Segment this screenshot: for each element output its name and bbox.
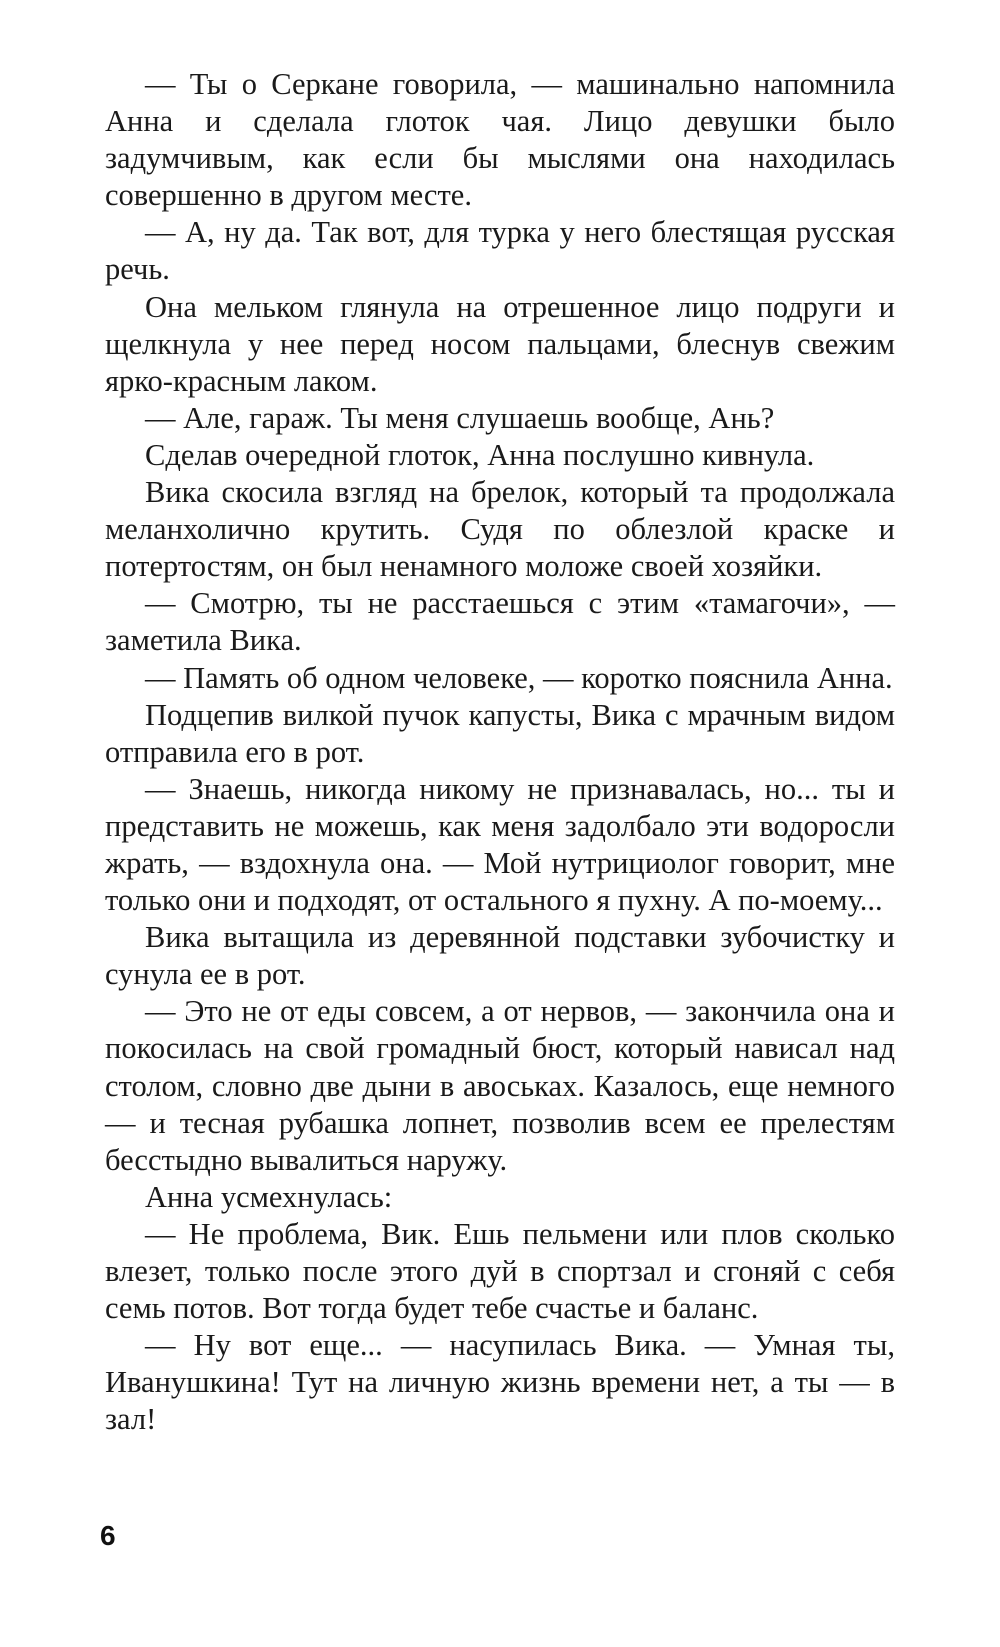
paragraph: — Але, гараж. Ты меня слушаешь вообще, Ань? (145, 400, 775, 435)
paragraph: — Память об одном человеке, — коротко пояснила Анна. (145, 660, 893, 695)
paragraph: — Не проблема, Вик. Ешь пельмени или плов сколько влезет, только после этого дуй в спортзал и сгоняй с себя семь потов. Вот тогда будет тебе счастье и баланс. (105, 1216, 895, 1326)
paragraph: Вика скосила взгляд на брелок, который та продолжала меланхолично крутить. Судя по облезлой краске и потертостям, он был ненамного моложе своей хозяйки. (105, 475, 895, 584)
paragraph: Подцепив вилкой пучок капусты, Вика с мрачным видом отправила его в рот. (105, 697, 895, 769)
page-number: 6 (100, 1520, 116, 1551)
paragraph: — Ты о Серкане говорила, — машинально напомнила Анна и сделала глоток чая. Лицо девушки было задумчивым, как если бы мыслями она находилась совершенно в другом месте. (105, 67, 895, 213)
paragraph: Анна усмехнулась: (145, 1179, 393, 1214)
paragraph: Сделав очередной глоток, Анна послушно кивнула. (145, 437, 815, 472)
paragraph: — Знаешь, никогда никому не признавалась, но... ты и представить не можешь, как меня задолбало эти водоросли жрать, — вздохнула она. — Мой нутрициолог говорит, мне только они и подходят, от остального я пухну. А по-моему... (105, 771, 895, 918)
paragraph: — Смотрю, ты не расстаешься с этим «тамагочи», — заметила Вика. (105, 586, 895, 658)
paragraph: — А, ну да. Так вот, для турка у него блестящая русская речь. (105, 215, 895, 287)
paragraph: Она мельком глянула на отрешенное лицо подруги и щелкнула у нее перед носом пальцами, блеснув свежим ярко-красным лаком. (105, 289, 895, 398)
paragraph: Вика вытащила из деревянной подставки зубочистку и сунула ее в рот. (105, 920, 895, 992)
paragraph: — Ну вот еще... — насупилась Вика. — Умная ты, Иванушкина! Тут на личную жизнь времени нет, а ты — в зал! (105, 1328, 895, 1437)
paragraph: — Это не от еды совсем, а от нервов, — закончила она и покосилась на свой громадный бюст, который нависал над столом, словно две дыни в авоськах. Казалось, еще немного — и тесная рубашка лопнет, позволив всем ее прелестям бесстыдно вывалиться наружу. (105, 994, 895, 1177)
page-text (105, 66, 895, 1438)
